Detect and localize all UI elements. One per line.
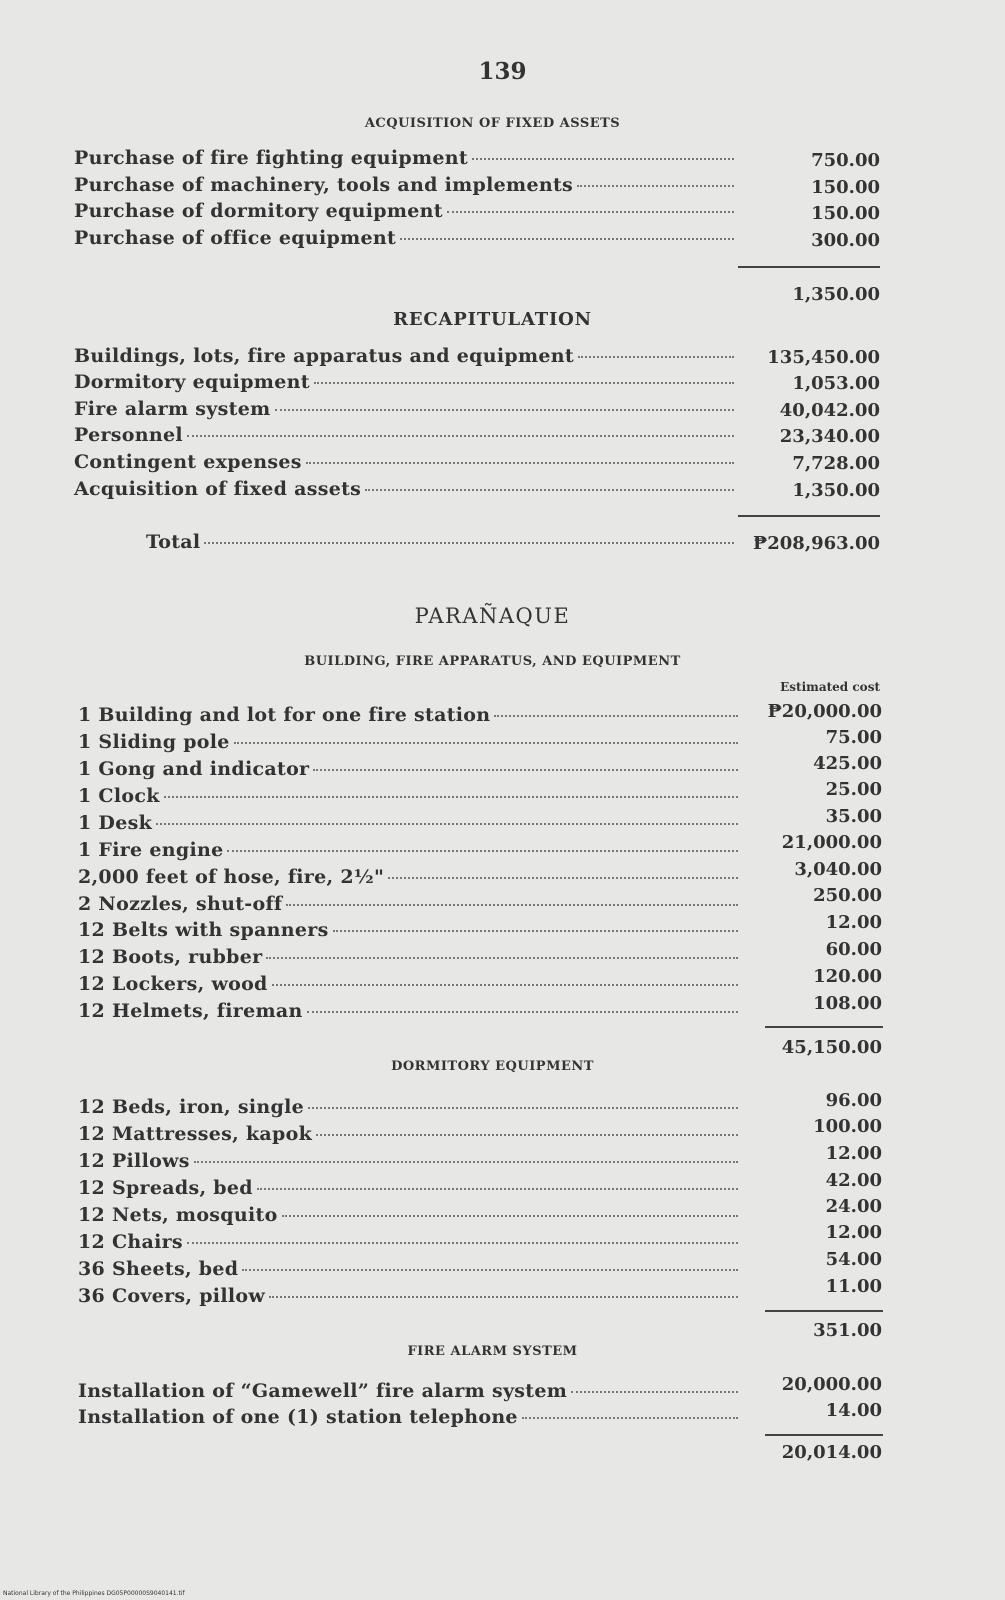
line-item-label: 2 Nozzles, shut-off bbox=[78, 893, 283, 915]
leader-dots bbox=[494, 715, 738, 717]
line-item bbox=[74, 398, 740, 420]
leader-dots bbox=[194, 1161, 738, 1163]
leader-dots bbox=[577, 185, 734, 187]
line-item bbox=[78, 973, 744, 995]
line-item-amount: 12.00 bbox=[825, 1143, 882, 1164]
line-item bbox=[74, 451, 740, 473]
line-item bbox=[78, 1096, 744, 1118]
line-item-label: Dormitory equipment bbox=[74, 371, 310, 393]
line-item-label: 36 Sheets, bed bbox=[78, 1258, 239, 1280]
line-item-amount: 300.00 bbox=[811, 230, 880, 251]
total-label: Total bbox=[146, 531, 201, 553]
line-item-amount: 75.00 bbox=[825, 727, 882, 748]
line-item-amount: 100.00 bbox=[813, 1116, 882, 1137]
line-item-amount: 135,450.00 bbox=[767, 347, 880, 368]
line-item bbox=[78, 1258, 744, 1280]
leader-dots bbox=[314, 382, 734, 384]
line-item-label: 1 Fire engine bbox=[78, 839, 224, 861]
leader-dots bbox=[257, 1188, 738, 1190]
recapitulation-heading: RECAPITULATION bbox=[393, 309, 592, 330]
line-item-label: 12 Belts with spanners bbox=[78, 919, 329, 941]
line-item bbox=[78, 1406, 744, 1428]
leader-dots bbox=[164, 796, 738, 798]
line-item-label: 12 Spreads, bed bbox=[78, 1177, 253, 1199]
line-item bbox=[78, 1000, 744, 1022]
fire-alarm-heading: FIRE ALARM SYSTEM bbox=[407, 1344, 578, 1359]
leader-dots bbox=[447, 211, 734, 213]
line-item bbox=[78, 1150, 744, 1172]
line-item-amount: 14.00 bbox=[825, 1400, 882, 1421]
scan-footer: National Library of the Philippines DG05P00000S9040141.tif bbox=[3, 1590, 185, 1597]
line-item bbox=[74, 227, 740, 249]
total-row bbox=[146, 531, 740, 553]
line-item bbox=[78, 785, 744, 807]
line-item-amount: 12.00 bbox=[825, 1222, 882, 1243]
line-item-label: 12 Chairs bbox=[78, 1231, 183, 1253]
leader-dots bbox=[234, 742, 738, 744]
line-item-label: Purchase of office equipment bbox=[74, 227, 397, 249]
line-item-amount: 1,053.00 bbox=[792, 373, 880, 394]
line-item bbox=[78, 1204, 744, 1226]
line-item-amount: 96.00 bbox=[825, 1090, 882, 1111]
line-item-label: 12 Nets, mosquito bbox=[78, 1204, 278, 1226]
subtotal-amount: 351.00 bbox=[813, 1320, 882, 1341]
line-item-label: 1 Clock bbox=[78, 785, 160, 807]
line-item-amount: 120.00 bbox=[813, 966, 882, 987]
line-item-label: Installation of “Gamewell” fire alarm system bbox=[78, 1380, 568, 1402]
leader-dots bbox=[313, 769, 738, 771]
line-item-amount: 108.00 bbox=[813, 993, 882, 1014]
leader-dots bbox=[187, 1242, 738, 1244]
line-item-label: Installation of one (1) station telephone bbox=[78, 1406, 518, 1428]
line-item bbox=[74, 147, 740, 169]
leader-dots bbox=[388, 877, 738, 879]
line-item-label: 1 Desk bbox=[78, 812, 153, 834]
line-item-amount: 11.00 bbox=[825, 1276, 882, 1297]
line-item bbox=[78, 919, 744, 941]
line-item bbox=[78, 812, 744, 834]
line-item-amount: 25.00 bbox=[825, 779, 882, 800]
line-item-label: 1 Sliding pole bbox=[78, 731, 230, 753]
leader-dots bbox=[333, 930, 738, 932]
leader-dots bbox=[156, 823, 738, 825]
dormitory-heading: DORMITORY EQUIPMENT bbox=[391, 1059, 594, 1074]
line-item-amount: 40,042.00 bbox=[779, 400, 880, 421]
leader-dots bbox=[187, 435, 734, 437]
line-item bbox=[78, 893, 744, 915]
leader-dots bbox=[316, 1134, 738, 1136]
line-item-label: 1 Gong and indicator bbox=[78, 758, 310, 780]
fixed-assets-heading: ACQUISITION OF FIXED ASSETS bbox=[364, 116, 621, 131]
line-item-label: 36 Covers, pillow bbox=[78, 1285, 265, 1307]
line-item bbox=[78, 758, 744, 780]
subtotal-amount: 20,014.00 bbox=[781, 1442, 882, 1463]
leader-dots bbox=[472, 158, 734, 160]
line-item bbox=[78, 731, 744, 753]
line-item bbox=[78, 839, 744, 861]
line-item-label: Fire alarm system bbox=[74, 398, 271, 420]
line-item-amount: ₱20,000.00 bbox=[767, 701, 882, 722]
line-item-amount: 20,000.00 bbox=[781, 1374, 882, 1395]
line-item-amount: 23,340.00 bbox=[779, 426, 880, 447]
line-item-label: Acquisition of fixed assets bbox=[74, 478, 362, 500]
line-item-amount: 150.00 bbox=[811, 203, 880, 224]
line-item-label: Purchase of fire fighting equipment bbox=[74, 147, 468, 169]
line-item-amount: 12.00 bbox=[825, 912, 882, 933]
subtotal-amount: 45,150.00 bbox=[781, 1037, 882, 1058]
leader-dots bbox=[308, 1107, 738, 1109]
line-item-amount: 3,040.00 bbox=[794, 859, 882, 880]
leader-dots bbox=[400, 238, 734, 240]
line-item bbox=[78, 704, 744, 726]
page-number: 139 bbox=[478, 58, 527, 85]
line-item bbox=[78, 1123, 744, 1145]
leader-dots bbox=[571, 1391, 738, 1393]
line-item-label: 12 Beds, iron, single bbox=[78, 1096, 304, 1118]
leader-dots bbox=[282, 1215, 738, 1217]
line-item bbox=[78, 1231, 744, 1253]
leader-dots bbox=[275, 409, 735, 411]
line-item-label: Purchase of machinery, tools and implements bbox=[74, 174, 574, 196]
line-item-label: Personnel bbox=[74, 424, 183, 446]
line-item-amount: 60.00 bbox=[825, 939, 882, 960]
line-item-amount: 21,000.00 bbox=[781, 832, 882, 853]
sum-rule bbox=[765, 1434, 883, 1436]
line-item-amount: 250.00 bbox=[813, 885, 882, 906]
line-item-label: 2,000 feet of hose, fire, 2½" bbox=[78, 866, 385, 888]
line-item-amount: 1,350.00 bbox=[792, 480, 880, 501]
leader-dots bbox=[272, 984, 738, 986]
subtotal-amount: 1,350.00 bbox=[792, 284, 880, 305]
line-item-amount: 54.00 bbox=[825, 1249, 882, 1270]
line-item bbox=[74, 200, 740, 222]
line-item-amount: 750.00 bbox=[811, 150, 880, 171]
leader-dots bbox=[522, 1417, 738, 1419]
building-equipment-heading: BUILDING, FIRE APPARATUS, AND EQUIPMENT bbox=[304, 654, 681, 669]
sum-rule bbox=[738, 266, 880, 268]
leader-dots bbox=[242, 1269, 738, 1271]
line-item bbox=[78, 946, 744, 968]
leader-dots bbox=[578, 356, 734, 358]
estimated-cost-header: Estimated cost bbox=[780, 680, 880, 694]
line-item bbox=[78, 866, 744, 888]
line-item bbox=[74, 345, 740, 367]
leader-dots bbox=[269, 1296, 738, 1298]
line-item bbox=[78, 1177, 744, 1199]
line-item-label: Contingent expenses bbox=[74, 451, 302, 473]
line-item-label: 12 Helmets, fireman bbox=[78, 1000, 303, 1022]
line-item-amount: 35.00 bbox=[825, 806, 882, 827]
line-item bbox=[74, 174, 740, 196]
leader-dots bbox=[204, 542, 734, 544]
line-item-label: 12 Mattresses, kapok bbox=[78, 1123, 313, 1145]
line-item bbox=[78, 1285, 744, 1307]
line-item-amount: 7,728.00 bbox=[792, 453, 880, 474]
line-item-label: Purchase of dormitory equipment bbox=[74, 200, 443, 222]
grand-total-amount: ₱208,963.00 bbox=[753, 533, 880, 554]
line-item-label: 1 Building and lot for one fire station bbox=[78, 704, 491, 726]
line-item-label: Buildings, lots, fire apparatus and equipment bbox=[74, 345, 574, 367]
municipality-title: PARAÑAQUE bbox=[414, 604, 571, 628]
leader-dots bbox=[286, 904, 738, 906]
leader-dots bbox=[365, 489, 734, 491]
line-item-label: 12 Lockers, wood bbox=[78, 973, 268, 995]
line-item-label: 12 Pillows bbox=[78, 1150, 190, 1172]
leader-dots bbox=[266, 957, 738, 959]
line-item-amount: 425.00 bbox=[813, 753, 882, 774]
line-item-label: 12 Boots, rubber bbox=[78, 946, 263, 968]
sum-rule bbox=[765, 1310, 883, 1312]
leader-dots bbox=[227, 850, 738, 852]
line-item bbox=[74, 424, 740, 446]
line-item-amount: 42.00 bbox=[825, 1170, 882, 1191]
line-item-amount: 150.00 bbox=[811, 177, 880, 198]
leader-dots bbox=[307, 1011, 738, 1013]
line-item-amount: 24.00 bbox=[825, 1196, 882, 1217]
line-item bbox=[78, 1380, 744, 1402]
sum-rule bbox=[765, 1026, 883, 1028]
line-item bbox=[74, 371, 740, 393]
line-item bbox=[74, 478, 740, 500]
leader-dots bbox=[306, 462, 734, 464]
sum-rule bbox=[738, 515, 880, 517]
